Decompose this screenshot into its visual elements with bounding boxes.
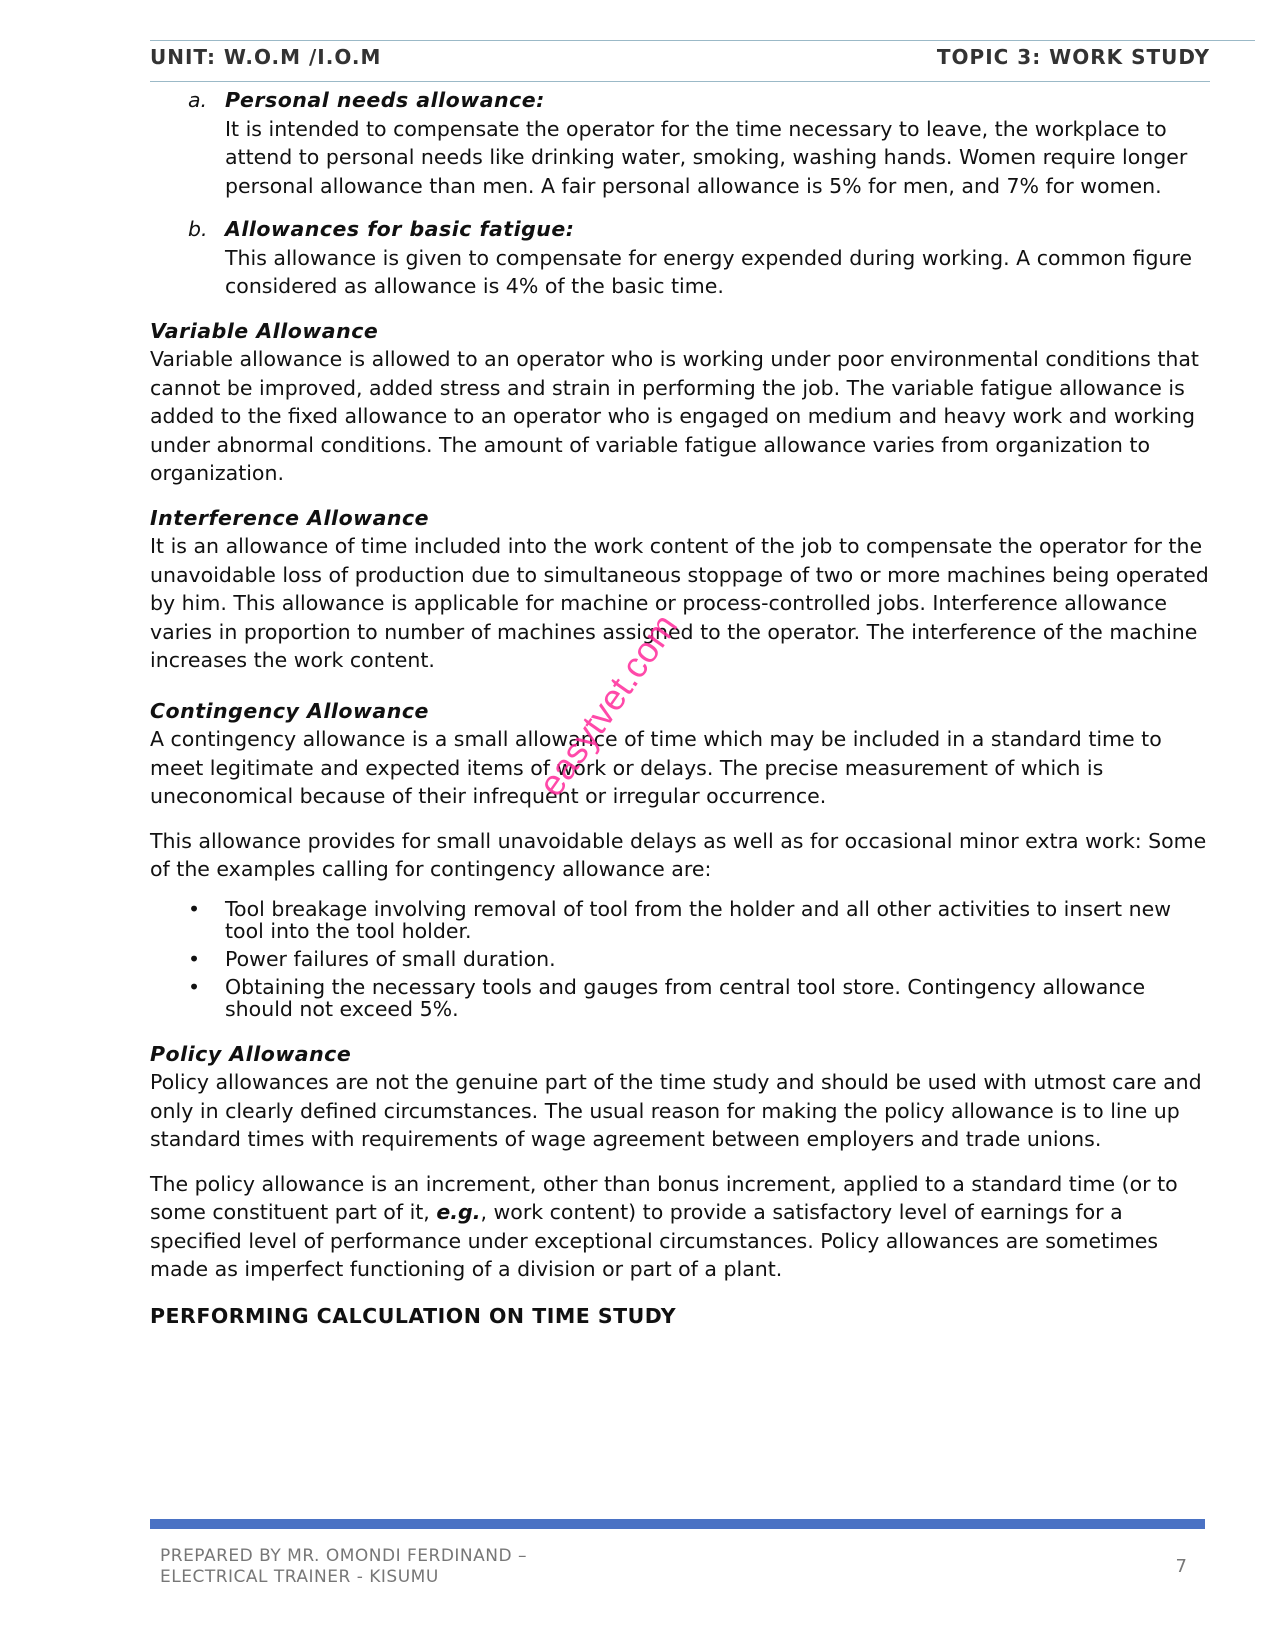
paragraph-variable: Variable allowance is allowed to an operator who is working under poor environmental conditions that cannot be improved, added stress and strain in performing the job. The variable fatigue allowance is added to the fixed allowance to an operator who is engaged on medium and heavy work and working under abnormal conditions. The amount of variable fatigue allowance varies from organization to organization. xyxy=(150,347,1199,485)
page-header xyxy=(150,40,1210,82)
paragraph-policy-1: Policy allowances are not the genuine part of the time study and should be used with utmost care and only in clearly defined circumstances. The usual reason for making the policy allowance is to line up standard times with requirements of wage agreement between employers and trade unions. xyxy=(150,1070,1202,1151)
item-title: Personal needs allowance: xyxy=(225,88,545,112)
paragraph-interference: It is an allowance of time included into the work content of the job to compensate the operator for the unavoidable loss of production due to simultaneous stoppage of two or more machines being operated by him. This allowance is applicable for machine or process-controlled jobs. Interference allowance varies in proportion to number of machines assigned to the operator. The interference of the machine increases the work content. xyxy=(150,534,1209,672)
item-marker: a. xyxy=(188,88,208,112)
paragraph-contingency-2: This allowance provides for small unavoidable delays as well as for occasional minor extra work: Some of the examples calling for contingency allowance are: xyxy=(150,828,1207,881)
calculation-heading: PERFORMING CALCULATION ON TIME STUDY xyxy=(150,1303,677,1328)
bullet-icon: • xyxy=(188,896,201,921)
bullet-icon: • xyxy=(188,974,201,999)
list-item: • Power failures of small duration. xyxy=(188,946,556,971)
section-heading-interference: Interference Allowance xyxy=(150,505,430,530)
footer-line-1: PREPARED BY MR. OMONDI FERDINAND – xyxy=(160,1546,527,1566)
bullet-icon: • xyxy=(188,946,201,971)
footer-line-2: ELECTRICAL TRAINER - KISUMU xyxy=(160,1567,439,1587)
list-item-basic-fatigue xyxy=(150,215,1216,301)
list-item-personal-needs xyxy=(150,86,1216,200)
section-heading-contingency: Contingency Allowance xyxy=(150,698,429,723)
item-text: It is intended to compensate the operator for the time necessary to leave, the workplace to attend to personal needs like drinking water, smoking, washing hands. Women require longer personal allowance than men. A fair personal allowance is 5% for men, and 7% for women. xyxy=(225,116,1188,198)
footer-bar xyxy=(150,1519,1205,1529)
header-rule xyxy=(1210,40,1255,41)
section-heading-policy: Policy Allowance xyxy=(150,1041,352,1066)
footer-credit xyxy=(160,1546,527,1588)
paragraph-contingency-1: A contingency allowance is a small allowance of time which may be included in a standard time to meet legitimate and expected items of work or delays. The precise measurement of which is uneconomical because of their infrequent or irregular occurrence. xyxy=(150,727,1162,808)
page-number: 7 xyxy=(1175,1556,1187,1577)
list-item: • Obtaining the necessary tools and gauges from central tool store. Contingency allowance should not exceed 5%. xyxy=(188,974,1146,1021)
watermark: easytvet.com xyxy=(530,606,686,804)
section-heading-variable: Variable Allowance xyxy=(150,318,379,343)
unit-label: UNIT: W.O.M /I.O.M xyxy=(150,45,382,69)
contingency-bullet-list xyxy=(150,898,1216,1020)
item-text: This allowance is given to compensate for energy expended during working. A common figure considered as allowance is 4% of the basic time. xyxy=(225,245,1193,298)
topic-label: TOPIC 3: WORK STUDY xyxy=(936,45,1210,69)
item-marker: b. xyxy=(188,217,208,241)
item-title: Allowances for basic fatigue: xyxy=(225,217,575,241)
paragraph-policy-2: The policy allowance is an increment, other than bonus increment, applied to a standard time (or to some constituent part of it, e.g., work content) to provide a satisfactory level of earnings for a specified level of performance under exceptional circumstances. Policy allowances are sometimes made as imperfect functioning of a division or part of a plant. xyxy=(150,1171,1178,1281)
list-item: • Tool breakage involving removal of tool from the holder and all other activities to insert new tool into the tool holder. xyxy=(188,896,1171,943)
eg-abbreviation: e.g. xyxy=(436,1200,481,1224)
page-content xyxy=(150,86,1216,1330)
